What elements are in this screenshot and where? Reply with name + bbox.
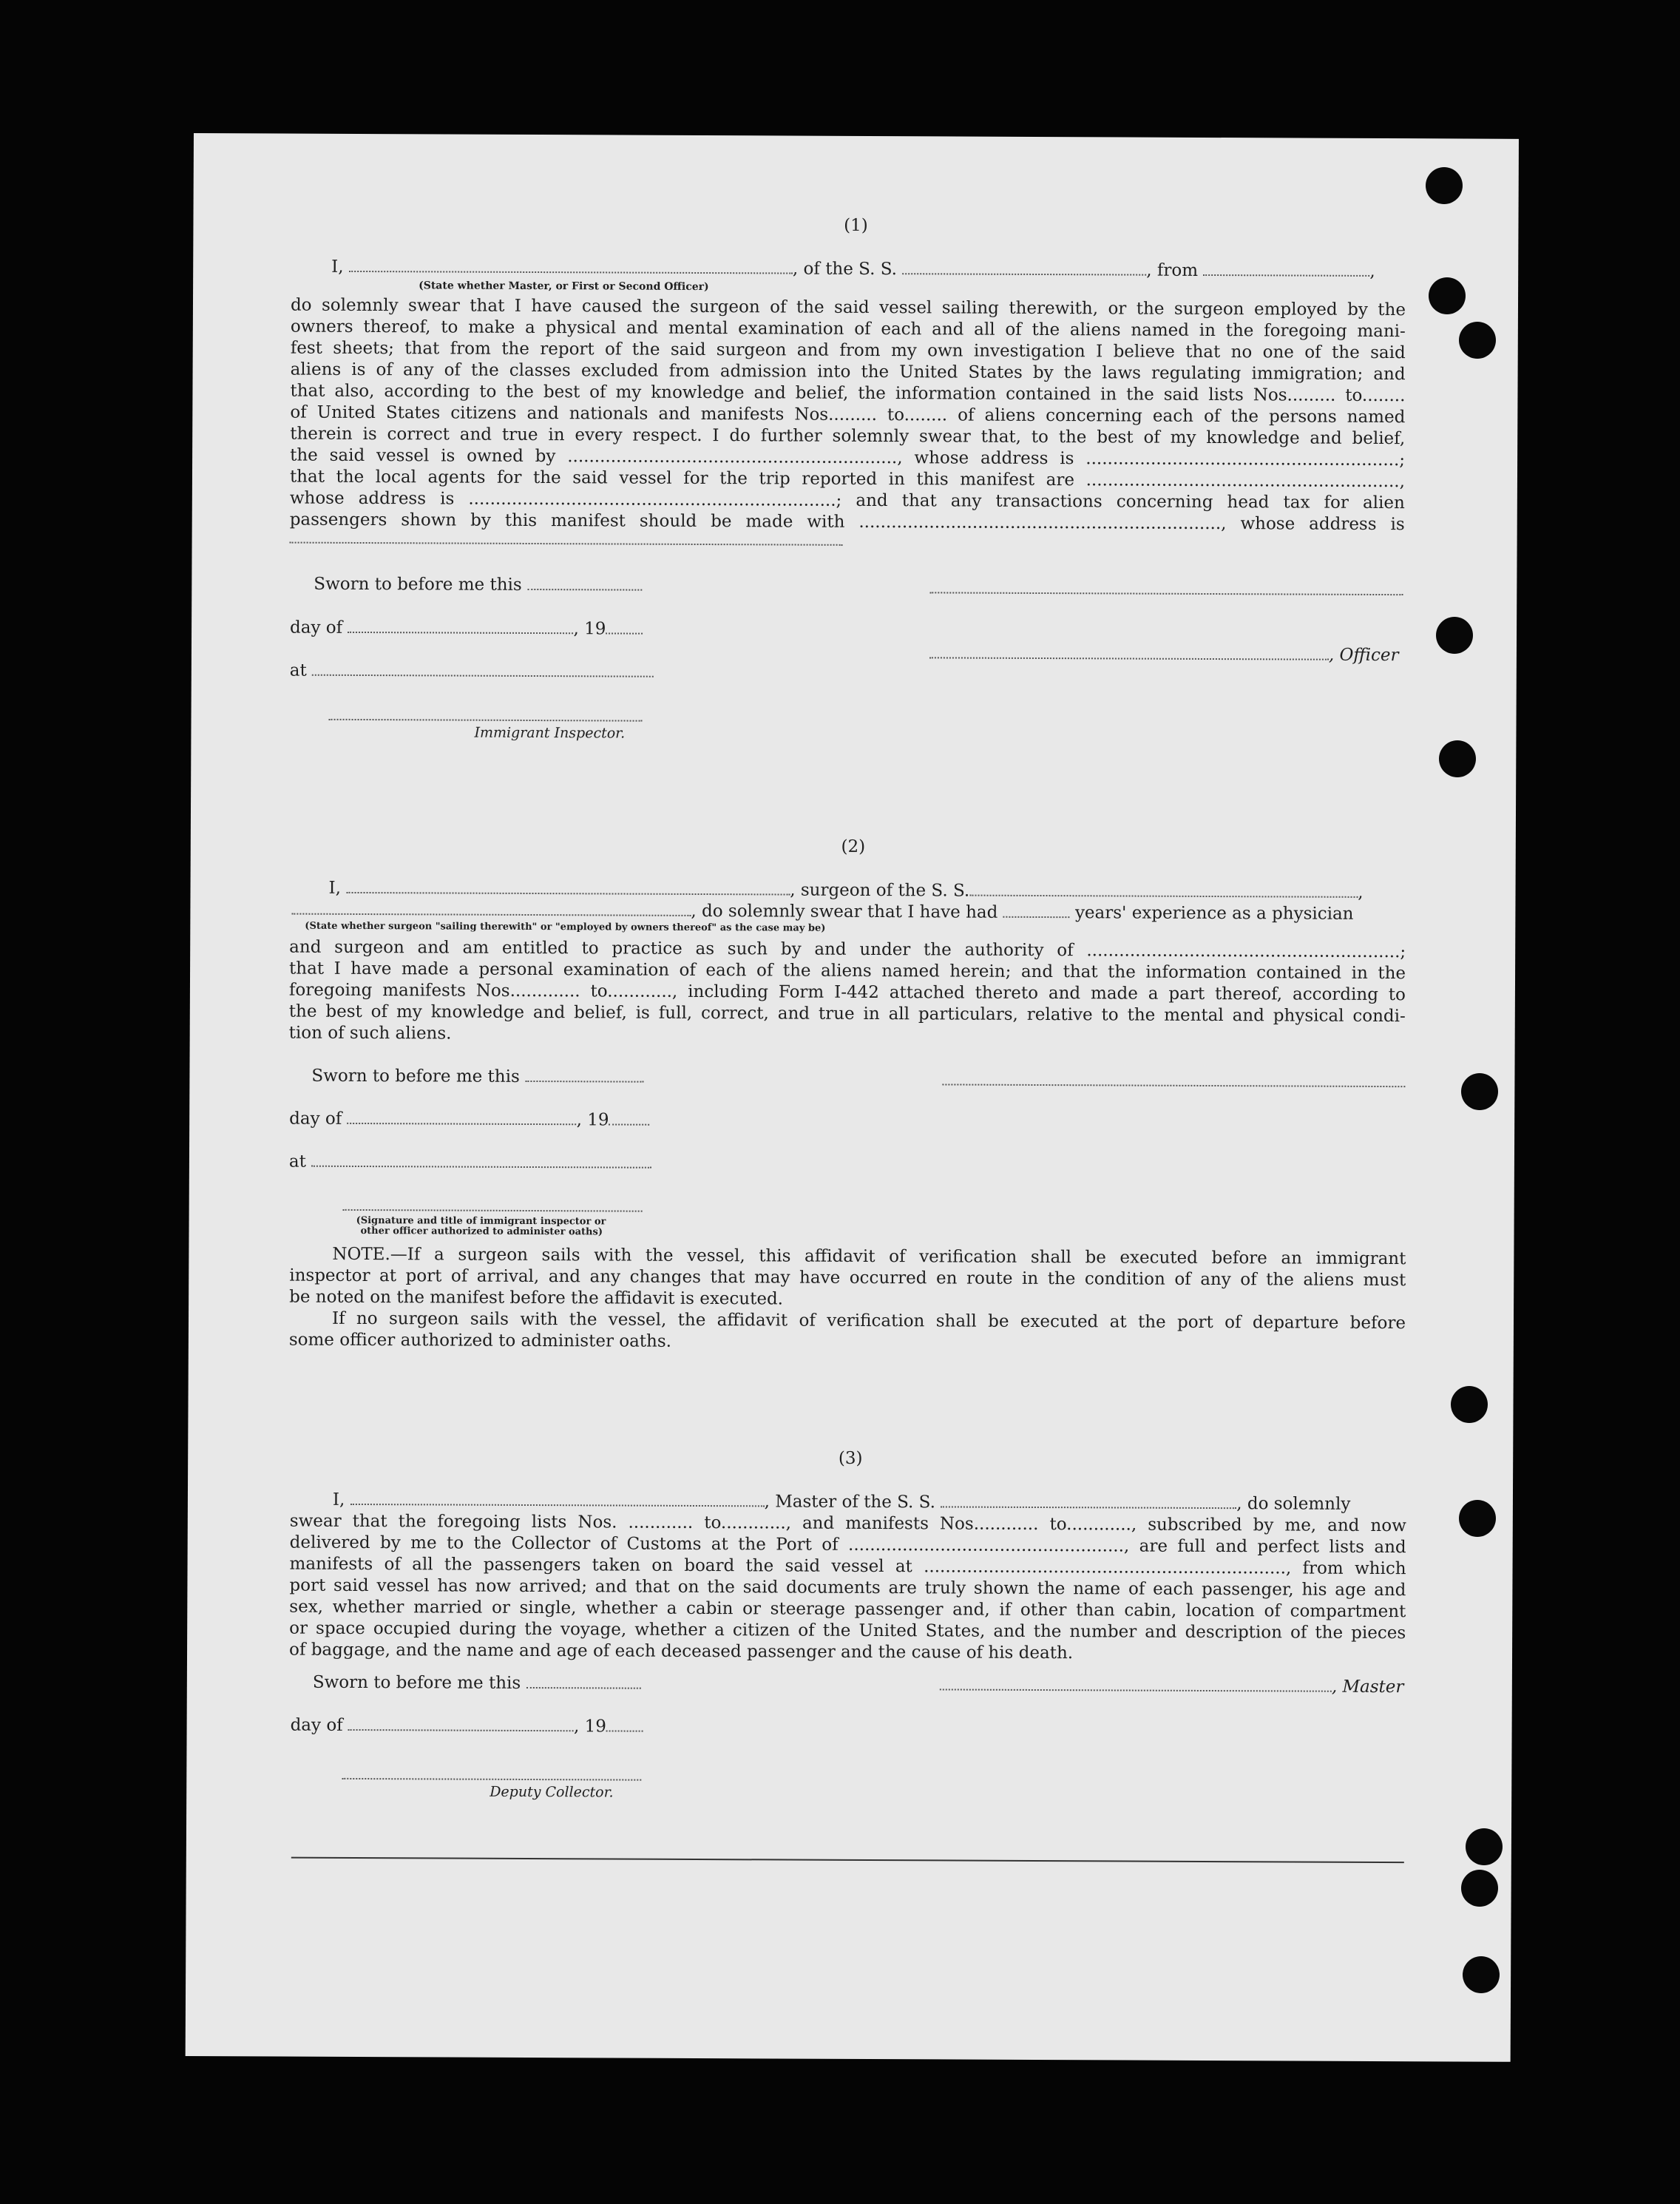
day-blank xyxy=(348,1716,574,1731)
oath-line: do solemnly swear that I have caused the surgeon of the said vessel sailing therewith, or the surgeon employed by the xyxy=(290,295,1406,320)
sworn-date-blank xyxy=(527,575,642,591)
note-label: NOTE. xyxy=(332,1244,390,1265)
signature-title-note-2: other officer authorized to administer oaths) xyxy=(360,1225,603,1238)
oath-line: the best of my knowledge and belief, is full, correct, and true in all particulars, relative to the mental and physical condi- xyxy=(288,1001,1406,1027)
section-1-address-blank xyxy=(290,542,843,546)
master-vessel-blank xyxy=(941,1493,1236,1509)
oath-line: that also, according to the best of my knowledge and belief, the information contained in the said lists Nos......... to........ xyxy=(290,381,1406,406)
oath-line: owners thereof, to make a physical and mental examination of each and all of the aliens named in the foregoing mani- xyxy=(290,317,1406,342)
section-3-master-signature-line xyxy=(940,1674,1404,1698)
section-1-signature-blank xyxy=(929,592,1403,595)
oath-line: or space occupied during the voyage, whether a citizen of the United States, and the number and description of the pieces xyxy=(289,1618,1406,1643)
officer-name-blank xyxy=(349,257,793,274)
section-1-oath-text xyxy=(290,295,1406,536)
oath-line: port said vessel has now arrived; and that on the said documents are truly shown the name of each passenger, his age and xyxy=(289,1575,1406,1600)
section-2-number: (2) xyxy=(841,836,866,856)
at-label: at xyxy=(288,1152,306,1172)
section-2-sworn-line xyxy=(311,1066,643,1089)
deputy-collector-label: Deputy Collector. xyxy=(490,1783,614,1801)
year-label: , 19 xyxy=(573,619,606,639)
punch-hole xyxy=(1451,1386,1488,1423)
year-blank xyxy=(606,1717,643,1731)
section-3-oath-text xyxy=(289,1511,1406,1666)
day-blank xyxy=(348,618,573,634)
sworn-date-blank xyxy=(526,1674,641,1689)
surgeon-name-blank xyxy=(346,879,790,896)
officer-signature-blank xyxy=(929,643,1329,660)
oath-line: therein is correct and true in every respect. I do further solemnly swear that, to the best of my knowledge and belief, xyxy=(290,424,1406,449)
punch-hole xyxy=(1466,1828,1503,1865)
master-name-blank xyxy=(350,1490,765,1507)
oath-line: foregoing manifests Nos............. to............, including Form I-442 attached thereto and made a part thereof, according to xyxy=(288,980,1406,1005)
note-line: inspector at port of arrival, and any changes that may have occurred en route in the condition of any of the aliens must xyxy=(289,1265,1406,1291)
punch-hole xyxy=(1461,1870,1498,1907)
day-of-label: day of xyxy=(290,618,343,638)
section-2-oath-text xyxy=(289,937,1406,1049)
oath-line: that the local agents for the said vessel for the trip reported in this manifest are .........................................................., xyxy=(289,467,1406,492)
officer-label: , Officer xyxy=(1328,645,1399,666)
signature-title-note-1: (Signature and title of immigrant inspector or xyxy=(356,1214,606,1228)
punch-hole xyxy=(1459,1500,1496,1537)
from-label: , from xyxy=(1146,260,1199,280)
surgeon-type-blank xyxy=(291,900,691,916)
punch-hole xyxy=(1463,1956,1500,1993)
master-of-ss-label: , Master of the S. S. xyxy=(764,1492,936,1512)
sworn-label: Sworn to before me this xyxy=(311,1066,520,1086)
punch-hole xyxy=(1436,617,1473,654)
surgeon-vessel-blank xyxy=(969,882,1358,898)
at-label: at xyxy=(289,660,307,680)
section-3-day-line xyxy=(291,1715,643,1738)
section-2-surgeon-line: I, , surgeon of the S. S. , xyxy=(328,878,1364,902)
do-solemnly-label: , do solemnly xyxy=(1236,1494,1351,1514)
section-1-number: (1) xyxy=(844,215,868,235)
note-line: NOTE.—If a surgeon sails with the vessel, this affidavit of verification shall be executed before an immigrant xyxy=(332,1244,1406,1269)
section-1-officer-line xyxy=(929,643,1399,666)
oath-line: delivered by me to the Collector of Customs at the Port of ..................................................., are full and perfect lists and xyxy=(289,1532,1406,1558)
section-3-sworn-line xyxy=(313,1672,641,1695)
officer-rank-note: (State whether Master, or First or Second Officer) xyxy=(419,280,709,294)
deputy-collector-signature-blank xyxy=(342,1778,641,1781)
punch-hole xyxy=(1439,740,1476,777)
section-1-day-line xyxy=(290,618,643,640)
master-label: , Master xyxy=(1331,1677,1404,1697)
surgeon-of-ss-label: , surgeon of the S. S. xyxy=(790,880,970,901)
day-blank xyxy=(348,1109,577,1125)
note-line: some officer authorized to administer oaths. xyxy=(288,1330,672,1351)
years-blank xyxy=(1003,903,1070,918)
section-1-oath-line: I, , of the S. S. , from , xyxy=(331,257,1375,281)
oath-line: of United States citizens and nationals and manifests Nos......... to........ of aliens concerning each of the persons named xyxy=(290,402,1406,427)
oath-line: tion of such aliens. xyxy=(288,1023,452,1044)
oath-line: and surgeon and am entitled to practice as such by and under the authority of ..........................................................; xyxy=(289,937,1406,962)
punch-hole xyxy=(1426,167,1463,204)
section-1-at-line xyxy=(290,660,654,683)
surgeon-type-note: (State whether surgeon "sailing therewith" or "employed by owners thereof" as the case may be) xyxy=(305,920,826,934)
oath-line: fest sheets; that from the report of the said surgeon and from my own investigation I believe that no one of the said xyxy=(290,338,1406,363)
surgeon-signature-blank xyxy=(942,1084,1405,1087)
year-label: , 19 xyxy=(573,1717,606,1737)
day-of-label: day of xyxy=(289,1109,342,1129)
note-paragraph xyxy=(289,1244,1406,1314)
oath-line: the said vessel is owned by ............................................................., whose address is ..........................................................; xyxy=(290,445,1406,470)
section-2-day-line xyxy=(289,1109,649,1132)
swear-label: , do solemnly swear that I have had xyxy=(691,901,998,922)
inspector-signature-blank xyxy=(343,1209,643,1212)
day-of-label: day of xyxy=(290,1715,343,1735)
year-blank xyxy=(609,1110,649,1125)
punch-hole xyxy=(1429,277,1466,314)
note-line: If no surgeon sails with the vessel, the affidavit of verification shall be executed at the port of departure before xyxy=(331,1308,1406,1333)
bottom-rule xyxy=(291,1857,1404,1864)
vessel-name-blank xyxy=(902,260,1146,275)
year-label: , 19 xyxy=(576,1110,609,1130)
oath-line: that I have made a personal examination of each of the aliens named herein; and that the information contained in the xyxy=(289,959,1406,984)
of-ss-label: , of the S. S. xyxy=(792,259,898,280)
sworn-label: Sworn to before me this xyxy=(312,1672,521,1693)
note-line: be noted on the manifest before the affidavit is executed. xyxy=(289,1287,784,1309)
punch-hole xyxy=(1461,1073,1498,1110)
oath-line: whose address is ....................................................................; and that any transactions concerning head tax for alien xyxy=(289,488,1405,513)
immigrant-inspector-label: Immigrant Inspector. xyxy=(474,724,626,742)
master-signature-blank xyxy=(940,1675,1332,1691)
place-blank xyxy=(312,661,654,677)
section-3-number: (3) xyxy=(838,1448,863,1468)
oath-line: sex, whether married or single, whether a cabin or steerage passenger and, if other than cabin, location of compartment xyxy=(289,1597,1406,1622)
section-3-i: I, xyxy=(332,1490,345,1510)
from-port-blank xyxy=(1203,261,1369,277)
manifest-page xyxy=(186,133,1519,2062)
years-experience-label: years' experience as a physician xyxy=(1074,903,1354,924)
oath-line: of baggage, and the name and age of each deceased passenger and the cause of his death. xyxy=(288,1640,1074,1663)
oath-line: manifests of all the passengers taken on board the said vessel at ..................................................................., from which xyxy=(289,1554,1406,1579)
year-blank xyxy=(606,619,643,634)
place-blank xyxy=(311,1152,651,1169)
section-2-i: I, xyxy=(328,878,342,898)
section-2-at-line xyxy=(289,1152,651,1174)
note-paragraph-2 xyxy=(289,1308,1406,1356)
oath-line: aliens is of any of the classes excluded from admission into the United States by the laws regulating immigration; and xyxy=(290,359,1406,385)
sworn-label: Sworn to before me this xyxy=(314,574,522,595)
punch-hole xyxy=(1459,322,1496,359)
sworn-date-blank xyxy=(525,1067,643,1083)
section-1-sworn-line xyxy=(314,574,642,597)
inspector-signature-blank xyxy=(329,719,643,722)
oath-line: passengers shown by this manifest should be made with ..................................................................., whose address is xyxy=(289,510,1405,535)
section-1-i: I, xyxy=(331,257,344,277)
oath-line: swear that the foregoing lists Nos. ............ to............, and manifests Nos............ to............, subscribed by me, and now xyxy=(289,1511,1406,1536)
